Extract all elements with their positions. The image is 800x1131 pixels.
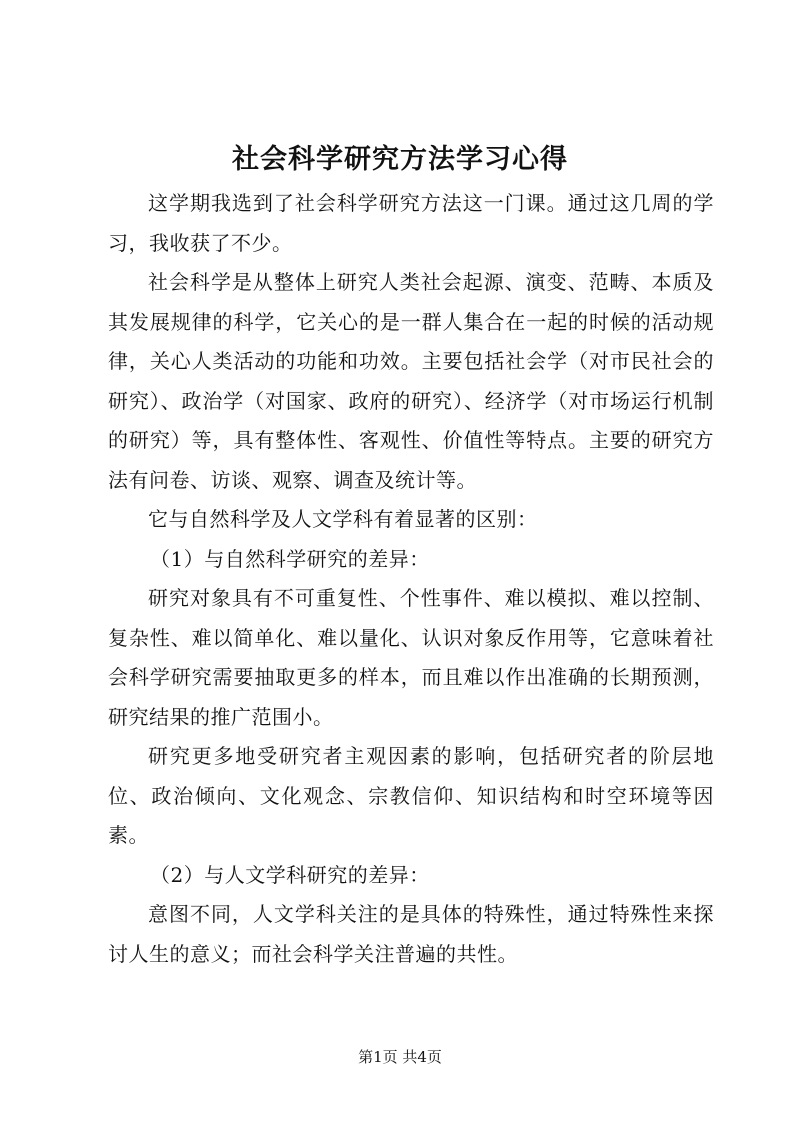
subheading-humanities: （2）与人文学科研究的差异： — [150, 862, 430, 887]
paragraph-distinction: 它与自然科学及人文学科有着显著的区别： — [148, 507, 538, 531]
page-footer: 第1页 共4页 — [358, 1048, 442, 1066]
document-body — [108, 184, 714, 974]
document-title: 社会科学研究方法学习心得 — [232, 144, 568, 175]
paragraph-intent: 意图不同，人文学科关注的是具体的特殊性，通过特殊性来探讨人生的意义；而社会科学关注普遍的共性。 — [108, 902, 714, 966]
paragraph-definition: 社会科学是从整体上研究人类社会起源、演变、范畴、本质及其发展规律的科学，它关心的是一群人集合在一起的时候的活动规律，关心人类活动的功能和功效。主要包括社会学（对市民社会的研究）、政治学（对国家、政府的研究）、经济学（对市场运行机制的研究）等，具有整体性、客观性、价值性等特点。主要的研究方法有问卷、访谈、观察、调查及统计等。 — [108, 270, 714, 492]
subheading-natural-science: （1）与自然科学研究的差异： — [150, 546, 430, 571]
paragraph-research-object: 研究对象具有不可重复性、个性事件、难以模拟、难以控制、复杂性、难以简单化、难以量化、认识对象反作用等，它意味着社会科学研究需要抽取更多的样本，而且难以作出准确的长期预测，研究结果的推广范围小。 — [108, 586, 714, 729]
paragraph-subjectivity: 研究更多地受研究者主观因素的影响，包括研究者的阶层地位、政治倾向、文化观念、宗教信仰、知识结构和时空环境等因素。 — [108, 744, 714, 847]
paragraph-intro: 这学期我选到了社会科学研究方法这一门课。通过这几周的学习，我收获了不少。 — [108, 191, 714, 255]
